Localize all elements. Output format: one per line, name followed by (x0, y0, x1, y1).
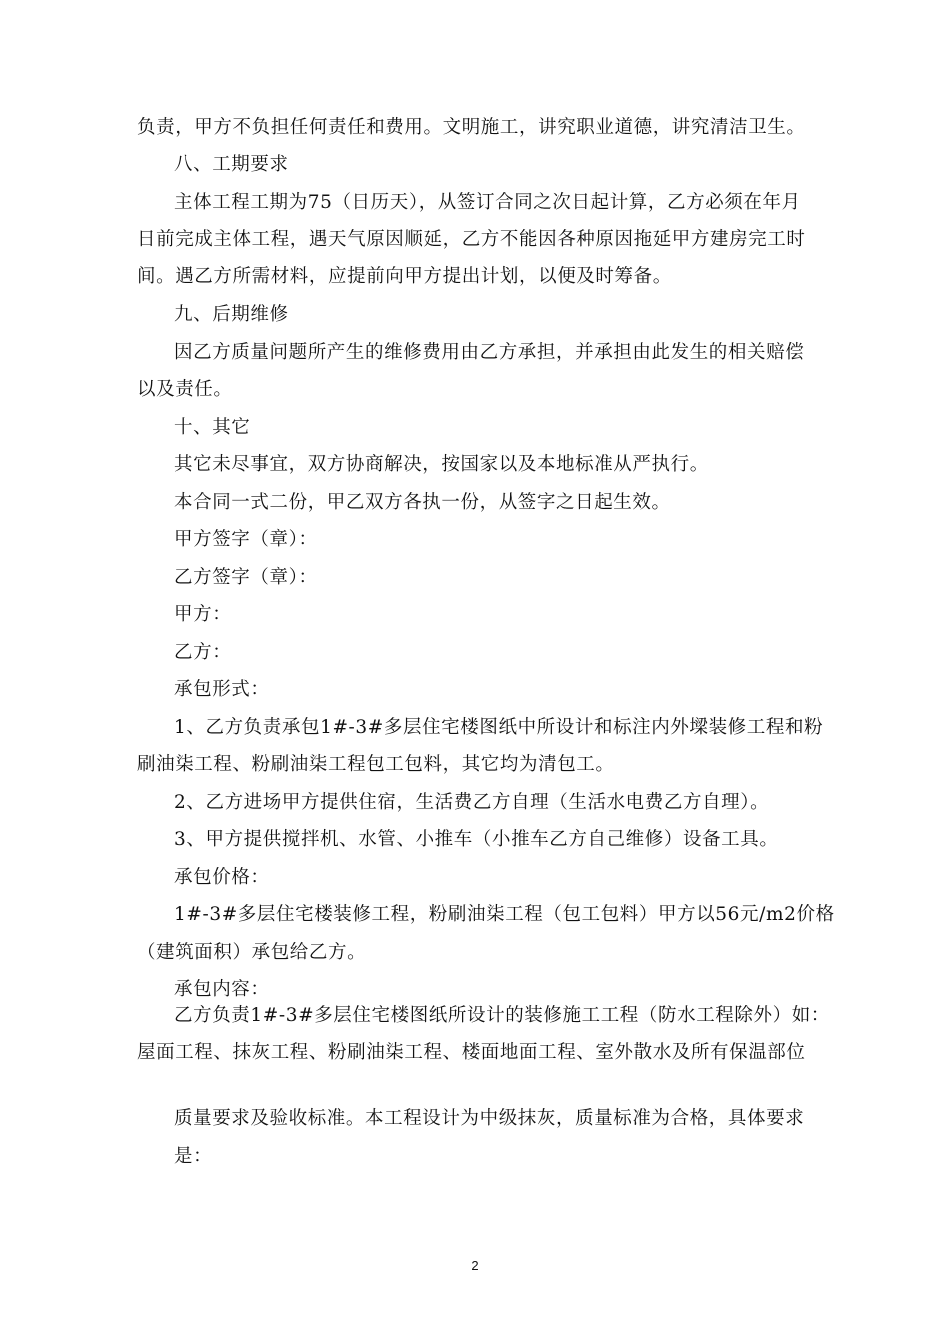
paragraph-line: 3、甲方提供搅拌机、水管、小推车（小推车乙方自己维修）设备工具。 (174, 829, 779, 850)
party-b-label: 乙方： (174, 642, 232, 663)
paragraph-line: 日前完成主体工程，遇天气原因顺延，乙方不能因各种原因拖延甲方建房完工时 (137, 229, 806, 250)
signature-label-party-a: 甲方签字（章）： (174, 529, 318, 550)
paragraph-line: （建筑面积）承包给乙方。 (137, 942, 367, 963)
paragraph-line: 质量要求及验收标准。本工程设计为中级抹灰，质量标准为合格，具体要求 (174, 1108, 805, 1129)
section-heading: 承包形式： (174, 679, 270, 700)
page-number: 2 (471, 1258, 479, 1273)
section-heading: 承包内容： (174, 979, 270, 1000)
paragraph-line: 其它未尽事宜，双方协商解决，按国家以及本地标准从严执行。 (174, 454, 709, 475)
signature-label-party-b: 乙方签字（章）： (174, 567, 318, 588)
paragraph-line: 乙方负责1#-3#多层住宅楼图纸所设计的装修施工工程（防水工程除外）如： (174, 1005, 830, 1026)
paragraph-line: 间。遇乙方所需材料，应提前向甲方提出计划，以便及时筹备。 (137, 266, 672, 287)
paragraph-line: 本合同一式二份，甲乙双方各执一份，从签字之日起生效。 (174, 492, 671, 513)
paragraph-line: 因乙方质量问题所产生的维修费用由乙方承担，并承担由此发生的相关赔偿 (174, 342, 805, 363)
section-heading: 十、其它 (174, 417, 251, 438)
section-heading: 九、后期维修 (174, 304, 289, 325)
paragraph-line: 屋面工程、抹灰工程、粉刷油柒工程、楼面地面工程、室外散水及所有保温部位 (137, 1042, 806, 1063)
party-a-label: 甲方： (174, 604, 232, 625)
paragraph-line: 主体工程工期为75（日历天），从签订合同之次日起计算，乙方必须在年月 (174, 192, 801, 213)
paragraph-line: 1#-3#多层住宅楼装修工程，粉刷油柒工程（包工包料）甲方以56元/m2价格 (174, 904, 835, 925)
paragraph-line: 2、乙方进场甲方提供住宿，生活费乙方自理（生活水电费乙方自理）。 (174, 792, 770, 813)
paragraph-line: 1、乙方负责承包1#-3#多层住宅楼图纸中所设计和标注内外墚装修工程和粉 (174, 717, 824, 738)
paragraph-line: 以及责任。 (137, 379, 233, 400)
paragraph-line: 刷油柒工程、粉刷油柒工程包工包料，其它均为清包工。 (137, 754, 615, 775)
section-heading: 承包价格： (174, 867, 270, 888)
paragraph-line: 是： (174, 1146, 213, 1167)
section-heading: 八、工期要求 (174, 154, 289, 175)
paragraph-line: 负责，甲方不负担任何责任和费用。文明施工，讲究职业道德，讲究清洁卫生。 (137, 117, 806, 138)
